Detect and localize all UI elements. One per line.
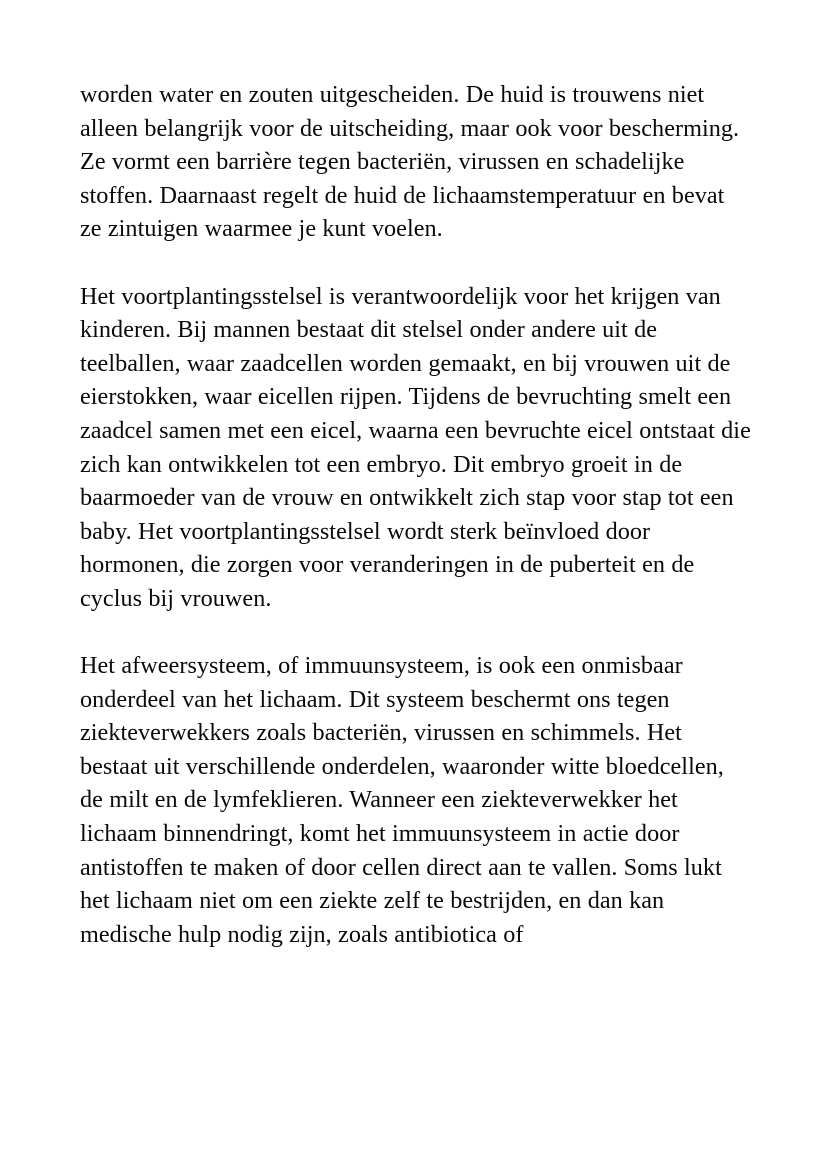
body-paragraph-3: Het afweersysteem, of immuunsysteem, is ook een onmisbaar onderdeel van het lichaam. Dit systeem beschermt ons tegen ziekteverwekkers zoals bacteriën, virussen en schimmels. Het bestaat uit verschillende onderdelen, waaronder witte bloedcellen, de milt en de lymfeklieren. Wanneer een ziekteverwekker het lichaam binnendringt, komt het immuunsysteem in actie door antistoffen te maken of door cellen direct aan te vallen. Soms lukt het lichaam niet om een ziekte zelf te bestrijden, en dan kan medische hulp nodig zijn, zoals antibiotica of — [80, 652, 724, 948]
body-paragraph-1: worden water en zouten uitgescheiden. De huid is trouwens niet alleen belangrijk voor de uitscheiding, maar ook voor bescherming. Ze vormt een barrière tegen bacteriën, virussen en schadelijke stoffen. Daarnaast regelt de huid de lichaamstemperatuur en bevat ze zintuigen waarmee je kunt voelen. — [80, 81, 740, 243]
text-column — [80, 78, 752, 951]
body-paragraph-2: Het voortplantingsstelsel is verantwoordelijk voor het krijgen van kinderen. Bij mannen bestaat dit stelsel onder andere uit de teelballen, waar zaadcellen worden gemaakt, en bij vrouwen uit de eierstokken, waar eicellen rijpen. Tijdens de bevruchting smelt een zaadcel samen met een eicel, waarna een bevruchte eicel ontstaat die zich kan ontwikkelen tot een embryo. Dit embryo groeit in de baarmoeder van de vrouw en ontwikkelt zich stap voor stap tot een baby. Het voortplantingsstelsel wordt sterk beïnvloed door hormonen, die zorgen voor veranderingen in de puberteit en de cyclus bij vrouwen. — [80, 282, 751, 612]
